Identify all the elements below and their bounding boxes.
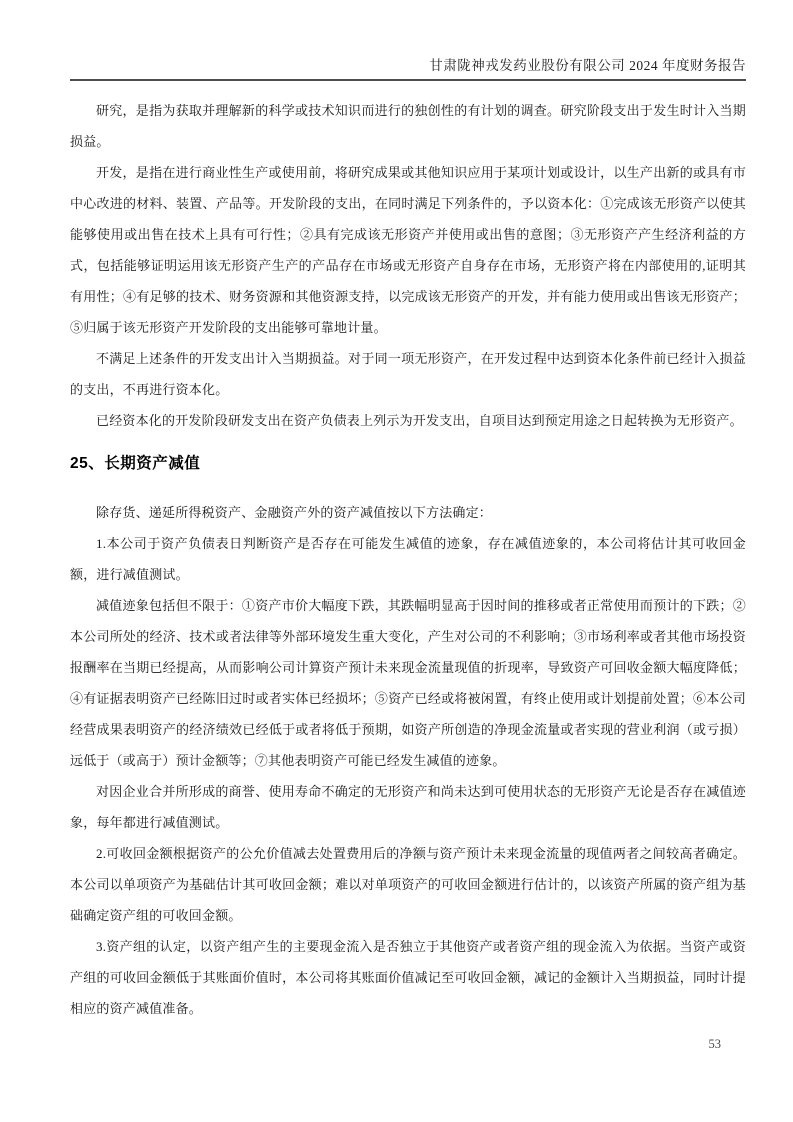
page-body <box>70 95 746 1024</box>
section-heading-long-term-asset-impairment: 25、长期资产减值 <box>70 455 201 472</box>
page-number: 53 <box>708 1037 721 1051</box>
paragraph-nonqualifying-dev-expense: 不满足上述条件的开发支出计入当期损益。对于同一项无形资产，在开发过程中达到资本化条件前已经计入损益的支出，不再进行资本化。 <box>70 351 746 397</box>
paragraph-impairment-indicators: 减值迹象包括但不限于：①资产市价大幅度下跌，其跌幅明显高于因时间的推移或者正常使用而预计的下跌；②本公司所处的经济、技术或者法律等外部环境发生重大变化，产生对公司的不利影响；③市场利率或者其他市场投资报酬率在当期已经提高，从而影响公司计算资产预计未来现金流量现值的折现率，导致资产可回收金额大幅度降低；④有证据表明资产已经陈旧过时或者实体已经损坏；⑤资产已经或将被闲置，有终止使用或计划提前处置；⑥本公司经营成果表明资产的经济绩效已经低于或者将低于预期，如资产所创造的净现金流量或者实现的营业利润（或亏损）远低于（或高于）预计金额等；⑦其他表明资产可能已经发生减值的迹象。 <box>70 598 746 768</box>
paragraph-impairment-intro: 除存货、递延所得税资产、金融资产外的资产减值按以下方法确定： <box>96 505 493 520</box>
paragraph-goodwill-annual-test: 对因企业合并所形成的商誉、使用寿命不确定的无形资产和尚未达到可使用状态的无形资产无论是否存在减值迹象，每年都进行减值测试。 <box>70 784 746 830</box>
paragraph-impairment-item-2: 2.可收回金额根据资产的公允价值减去处置费用后的净额与资产预计未来现金流量的现值两者之间较高者确定。本公司以单项资产为基础估计其可收回金额；难以对单项资产的可收回金额进行估计的，以该资产所属的资产组为基础确定资产组的可收回金额。 <box>70 846 746 923</box>
page-header <box>70 0 746 81</box>
paragraph-impairment-item-1: 1.本公司于资产负债表日判断资产是否存在可能发生减值的迹象，存在减值迹象的，本公司将估计其可收回金额，进行减值测试。 <box>70 536 746 582</box>
paragraph-capitalized-rd-presentation: 已经资本化的开发阶段研发支出在资产负债表上列示为开发支出，自项目达到预定用途之日起转换为无形资产。 <box>96 413 743 428</box>
paragraph-impairment-item-3: 3.资产组的认定，以资产组产生的主要现金流入是否独立于其他资产或者资产组的现金流入为依据。当资产或资产组的可收回金额低于其账面价值时，本公司将其账面价值减记至可收回金额，减记的金额计入当期损益，同时计提相应的资产减值准备。 <box>70 939 746 1016</box>
paragraph-research-definition: 研究，是指为获取并理解新的科学或技术知识而进行的独创性的有计划的调查。研究阶段支出于发生时计入当期损益。 <box>70 103 746 149</box>
report-title: 甘肃陇神戎发药业股份有限公司 2024 年度财务报告 <box>429 58 746 73</box>
paragraph-development-definition: 开发，是指在进行商业性生产或使用前，将研究成果或其他知识应用于某项计划或设计，以生产出新的或具有市中心改进的材料、装置、产品等。开发阶段的支出，在同时满足下列条件的，予以资本化：①完成该无形资产以使其能够使用或出售在技术上具有可行性；②具有完成该无形资产并使用或出售的意图；③无形资产产生经济利益的方式，包括能够证明运用该无形资产生产的产品存在市场或无形资产自身存在市场，无形资产将在内部使用的,证明其有用性；④有足够的技术、财务资源和其他资源支持，以完成该无形资产的开发，并有能力使用或出售该无形资产；⑤归属于该无形资产开发阶段的支出能够可靠地计量。 <box>70 165 746 335</box>
